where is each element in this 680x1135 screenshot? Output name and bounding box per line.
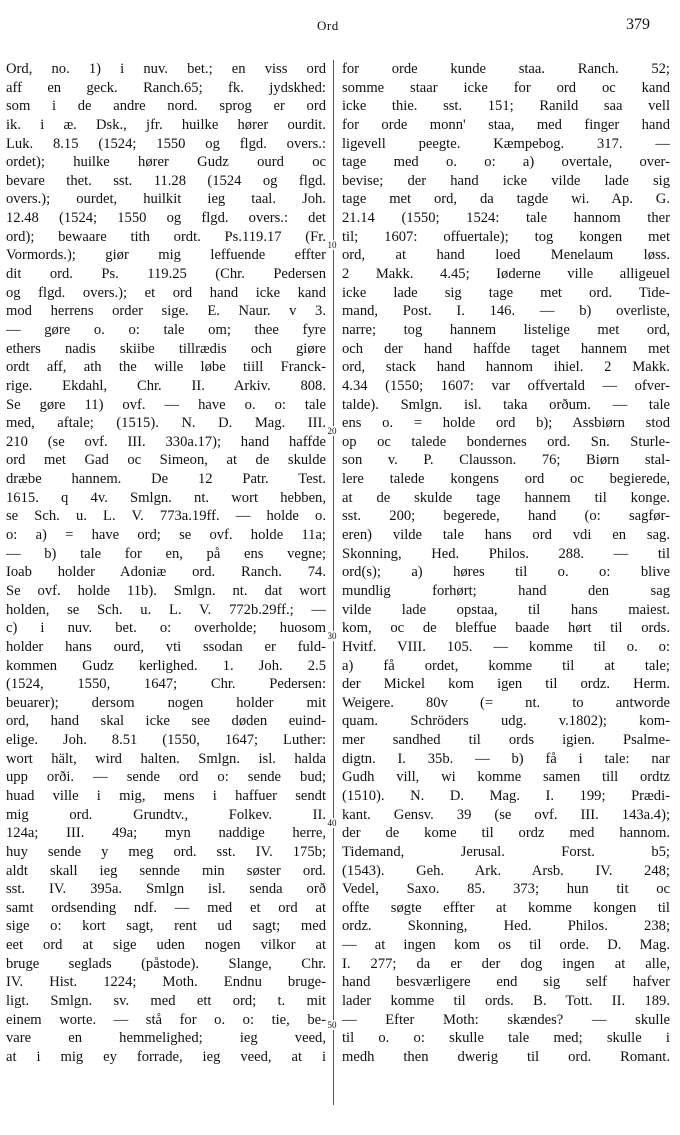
text-line: bevare thet. sst. 11.28 (1524 og flgd. (6, 172, 326, 189)
text-line: ord); bewaare tith ordt. Ps.119.17 (Fr. (6, 228, 326, 245)
text-line: vilde lade opstaa, til hans maiest. (342, 601, 670, 618)
text-line: op oc talede bondernes ord. Sn. Sturle- (342, 433, 670, 450)
text-line: 21.14 (1550; 1524: tale hannom ther (342, 210, 670, 227)
text-line: wort hält, wird halten. Smlgn. isl. halda (6, 750, 326, 767)
text-line: Tidemand, Jerusal. Forst. b5; (342, 843, 670, 860)
text-line: — gøre o. o: tale om; thee fyre (6, 321, 326, 338)
text-line: for orde kunde staa. Ranch. 52; (342, 61, 670, 77)
text-line: ord, stack hand hannom ihiel. 2 Makk. (342, 359, 670, 376)
text-line: 4.34 (1550; 1607: var offvertald — ofver- (342, 377, 670, 394)
text-line: ord, hand skal icke see døden euind- (6, 713, 326, 730)
text-line: lere talede kongens ord oc begierede, (342, 471, 670, 488)
column-divider (333, 60, 334, 1105)
text-line: sige o: kort sagt, rent ud sagt; med (6, 918, 326, 935)
text-line: ligt. Smlgn. sv. med ett ord; t. mit (6, 993, 326, 1010)
line-number-40: 40 (323, 818, 341, 828)
text-line: se Sch. u. L. V. 773a.19ff. — holde o. (6, 508, 326, 525)
text-line: 210 (se ovf. III. 330a.17); hand haffde (6, 433, 326, 450)
line-number-10: 10 (323, 240, 341, 250)
text-line: I. 277; da er der dog ingen at alle, (342, 955, 670, 972)
text-line: ord(s); a) høres til o. o: blive (342, 564, 670, 581)
text-line: Se ovf. holde 11b). Smlgn. nt. dat wort (6, 582, 326, 599)
text-line: somme staar icke for ord oc kand (342, 79, 670, 96)
text-line: kant. Gensv. 39 (se ovf. III. 143a.4); (342, 806, 670, 823)
text-line: rige. Ekdahl, Chr. II. Arkiv. 808. (6, 377, 326, 394)
text-line: ethers nadis skiibe tillrædis och giøre (6, 340, 326, 357)
text-line: lader komme til ords. B. Tott. II. 189. (342, 993, 670, 1010)
text-line: digtn. I. 35b. — b) få i tale: nar (342, 750, 670, 767)
text-line: holden, se Sch. u. L. V. 772b.29ff.; — (6, 601, 326, 618)
text-line: 12.48 (1524; 1550 og flgd. overs.: det (6, 210, 326, 227)
text-line: at i mig ey forrade, ieg veed, at i (6, 1048, 326, 1065)
text-line: mig ord. Grundtv., Folkev. II. (6, 806, 326, 823)
text-line: c) i nuv. bet. o: overholde; huosom (6, 620, 326, 637)
text-line: Gudh vill, wi komme samen till ordtz (342, 769, 670, 786)
text-line: mer sandhed til ords igien. Psalme- (342, 732, 670, 749)
text-line: tage met ord, da tagde wi. Ap. G. (342, 191, 670, 208)
text-line: bruge seglads (påstode). Slange, Chr. (6, 955, 326, 972)
text-line: Ord, no. 1) i nuv. bet.; en viss ord (6, 61, 326, 77)
text-line: aff en geck. Ranch.65; fk. jydskhed: (6, 79, 326, 96)
text-line: o: a) = have ord; se ovf. holde 11a; (6, 527, 326, 544)
text-line: och der hand haffde taget hannem met (342, 340, 670, 357)
text-line: Weigere. 80v (= nt. to antworde (342, 694, 670, 711)
text-line: ord met Gad oc Simeon, at de skulde (6, 452, 326, 469)
text-line: ik. i æ. Dsk., jfr. huilke hører ourdit. (6, 116, 326, 133)
text-line: icke lade sig tage met ord. Tide- (342, 284, 670, 301)
text-line: — at ingen kom os til orde. D. Mag. (342, 937, 670, 954)
text-line: ordt aff, ath the wille løbe tiill Franck- (6, 359, 326, 376)
text-line: a) få ordet, komme til at tale; (342, 657, 670, 674)
text-line: holder hans ourd, vti ssodan er fuld- (6, 638, 326, 655)
text-line: ens o. = holde ord b); Assbiørn stod (342, 415, 670, 432)
text-line: (1510). N. D. Mag. I. 199; Prædi- (342, 787, 670, 804)
text-line: Luk. 8.15 (1524; 1550 og flgd. overs.: (6, 135, 326, 152)
text-line: til; 1607: offuertale); tog kongen met (342, 228, 670, 245)
text-line: ligevell peegte. Kæmpebog. 317. — (342, 135, 670, 152)
text-line: for orde monn' staa, med finger hand (342, 116, 670, 133)
text-line: Skonning, Hed. Philos. 288. — til (342, 545, 670, 562)
text-line: beuarer); dersom nogen holder mit (6, 694, 326, 711)
text-line: eet ord at sige uden nogen vilkor at (6, 937, 326, 954)
page-number: 379 (626, 16, 650, 33)
text-line: at de skulde tage hannem til konge. (342, 489, 670, 506)
text-line: med, aftale; (1515). N. D. Mag. III. (6, 415, 326, 432)
text-line: IV. Hist. 1224; Moth. Endnu bruge- (6, 974, 326, 991)
text-line: 124a; III. 49a; myn naddige herre, (6, 825, 326, 842)
text-line: medh then dwerig til ord. Romant. (342, 1048, 670, 1065)
text-line: sst. IV. 395a. Smlgn isl. senda orð (6, 881, 326, 898)
text-line: upp orði. — sende ord o: sende bud; (6, 769, 326, 786)
text-line: Vormords.); giør mig leffuende effter (6, 247, 326, 264)
text-line: tage med o. o: a) overtale, over- (342, 154, 670, 171)
text-line: kom, oc de bleffue baade hørt til ords. (342, 620, 670, 637)
text-line: der de kome til ordz med hannom. (342, 825, 670, 842)
text-line: sst. 200; begerede, hand (o: sagfør- (342, 508, 670, 525)
text-line: Vedel, Saxo. 85. 373; hun tit oc (342, 881, 670, 898)
text-line: eren) vilde tale hans ord vdi en sag. (342, 527, 670, 544)
text-line: talde). Smlgn. isl. taka orðum. — tale (342, 396, 670, 413)
text-line: mundlig forhørt; hand den sag (342, 582, 670, 599)
text-line: — b) tale for en, på ens vegne; (6, 545, 326, 562)
text-line: ordz. Skonning, Hed. Philos. 238; (342, 918, 670, 935)
text-line: mod herrens order sige. E. Naur. v 3. (6, 303, 326, 320)
text-line: (1524, 1550, 1647; Chr. Pedersen: (6, 676, 326, 693)
text-line: elige. Joh. 8.51 (1550, 1647; Luther: (6, 732, 326, 749)
running-head: Ord (317, 18, 339, 33)
text-line: 2 Makk. 4.45; Iøderne ville alligeuel (342, 266, 670, 283)
text-line: quam. Schröders udg. v.1802); kom- (342, 713, 670, 730)
text-line: til o. o: skulle tale med; skulle i (342, 1030, 670, 1047)
text-line: Se gøre 11) ovf. — have o. o: tale (6, 396, 326, 413)
text-line: Hvitf. VIII. 105. — komme til o. o: (342, 638, 670, 655)
text-line: huad ville i mig, mens i haffuer sendt (6, 787, 326, 804)
text-line: icke thie. sst. 151; Ranild saa vell (342, 98, 670, 115)
text-line: mand, Post. I. 146. — b) overliste, (342, 303, 670, 320)
line-number-30: 30 (323, 631, 341, 641)
text-line: og flgd. overs.); et ord hand icke kand (6, 284, 326, 301)
text-line: 1615. q 4v. Smlgn. nt. wort hebben, (6, 489, 326, 506)
text-line: (1543). Geh. Ark. Arsb. IV. 248; (342, 862, 670, 879)
text-line: narre; tog hannem listelige met ord, (342, 321, 670, 338)
text-line: son v. P. Clausson. 76; Biørn stal- (342, 452, 670, 469)
text-line: einem worte. — stå for o. o: tie, be- (6, 1011, 326, 1028)
text-line: ord, at hand loed Menelaum løss. (342, 247, 670, 264)
text-line: ordet); huilke hører Gudz ourd oc (6, 154, 326, 171)
line-number-20: 20 (323, 426, 341, 436)
text-line: dræbe hannem. De 12 Patr. Test. (6, 471, 326, 488)
right-column (342, 60, 670, 1067)
text-line: Ioab holder Adoniæ ord. Ranch. 74. (6, 564, 326, 581)
text-line: aldt skall ieg sennde min søster ord. (6, 862, 326, 879)
page-header (0, 16, 680, 36)
text-line: kommen Gudz kerlighed. 1. Joh. 2.5 (6, 657, 326, 674)
text-line: offte søgte effter at komme kongen til (342, 899, 670, 916)
line-number-50: 50 (323, 1020, 341, 1030)
text-line: som i de andre nord. sprog er ord (6, 98, 326, 115)
text-line: — Efter Moth: skændes? — skulle (342, 1011, 670, 1028)
text-line: hand besværligere end sig self hafver (342, 974, 670, 991)
text-line: huy sende y meg ord. sst. IV. 175b; (6, 843, 326, 860)
text-line: vare en hemmelighed; ieg veed, (6, 1030, 326, 1047)
left-column (6, 60, 326, 1067)
text-line: der Mickel kom igen til ordz. Herm. (342, 676, 670, 693)
text-line: samt ordsending ndf. — med et ord at (6, 899, 326, 916)
text-line: overs.); ourdet, huilkit ieg taal. Joh. (6, 191, 326, 208)
text-line: bevise; der hand icke vilde lade sig (342, 172, 670, 189)
text-line: dit ord. Ps. 119.25 (Chr. Pedersen (6, 266, 326, 283)
